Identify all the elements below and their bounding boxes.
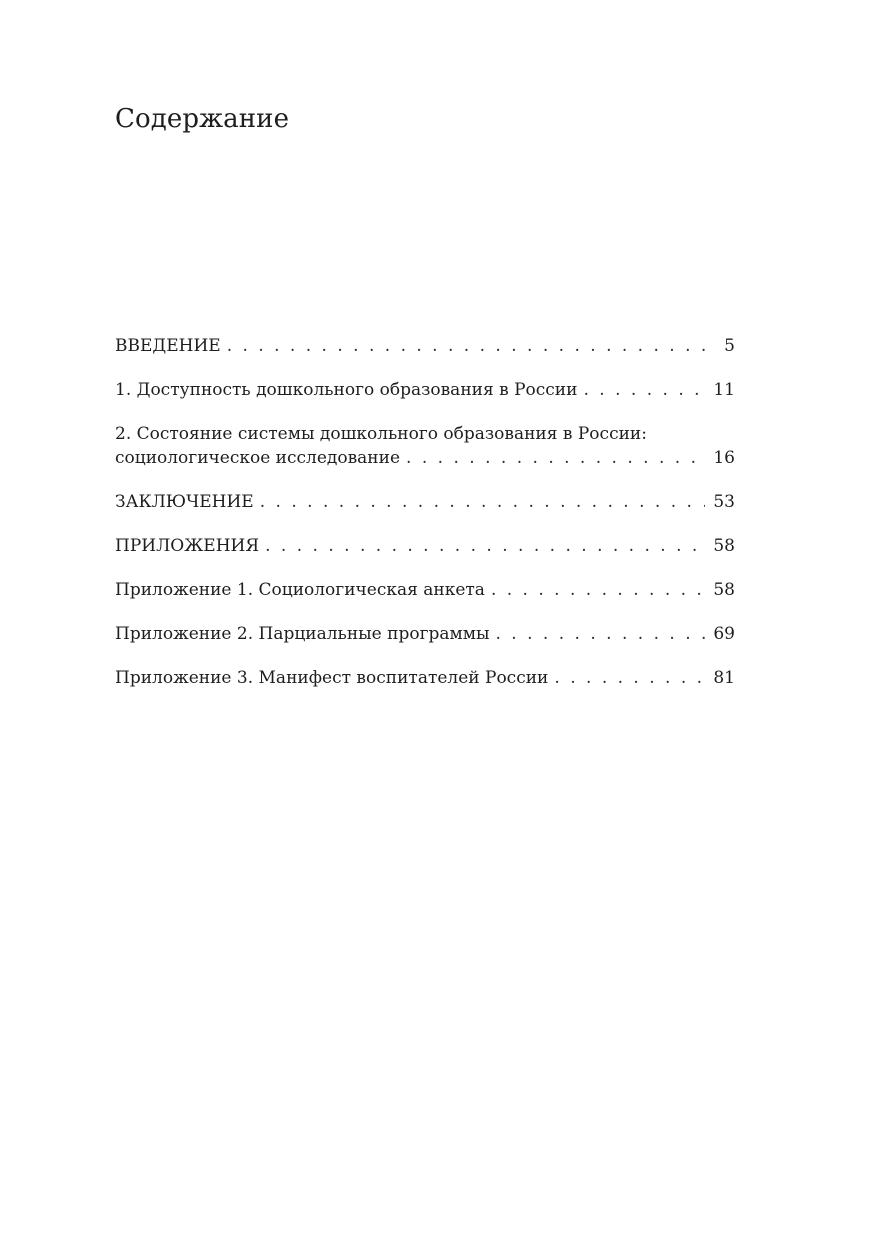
toc-entry-title: ПРИЛОЖЕНИЯ (115, 536, 260, 556)
toc-page-number: 16 (713, 448, 735, 468)
table-of-contents (115, 334, 735, 710)
toc-page-number: 81 (713, 668, 735, 688)
toc-entry-appendix-2[interactable] (115, 622, 735, 646)
toc-row (115, 578, 735, 602)
page-title: Содержание (115, 104, 290, 134)
dot-leader (227, 334, 716, 358)
toc-entry-appendices[interactable] (115, 534, 735, 558)
toc-entry-chapter-2[interactable] (115, 422, 735, 470)
dot-leader (491, 578, 705, 602)
toc-entry-title: 1. Доступность дошкольного образования в России (115, 380, 578, 400)
dot-leader (583, 378, 705, 402)
dot-leader (260, 490, 706, 514)
toc-page-number: 11 (713, 380, 735, 400)
toc-entry-title: Приложение 3. Манифест воспитателей России (115, 668, 549, 688)
toc-page-number: 58 (713, 536, 735, 556)
toc-entry-appendix-3[interactable] (115, 666, 735, 690)
toc-row (115, 446, 735, 470)
toc-entry-chapter-1[interactable] (115, 378, 735, 402)
toc-row (115, 334, 735, 358)
toc-entry-title: Приложение 2. Парциальные программы (115, 624, 490, 644)
toc-entry-title: социологическое исследование (115, 448, 401, 468)
toc-entry-title-line: 2. Состояние системы дошкольного образования в России: (115, 424, 647, 444)
toc-page-number: 53 (713, 492, 735, 512)
toc-entry-title: ВВЕДЕНИЕ (115, 336, 221, 356)
toc-row (115, 490, 735, 514)
toc-entry-conclusion[interactable] (115, 490, 735, 514)
dot-leader (496, 622, 706, 646)
toc-entry-introduction[interactable] (115, 334, 735, 358)
toc-row (115, 378, 735, 402)
toc-entry-appendix-1[interactable] (115, 578, 735, 602)
toc-entry-title: ЗАКЛЮЧЕНИЕ (115, 492, 254, 512)
dot-leader (554, 666, 705, 690)
toc-page-number: 5 (724, 336, 735, 356)
toc-entry-title: Приложение 1. Социологическая анкета (115, 580, 485, 600)
toc-page-number: 58 (713, 580, 735, 600)
toc-page-number: 69 (713, 624, 735, 644)
toc-row (115, 666, 735, 690)
toc-row (115, 622, 735, 646)
dot-leader (406, 446, 705, 470)
toc-row (115, 534, 735, 558)
dot-leader (265, 534, 705, 558)
